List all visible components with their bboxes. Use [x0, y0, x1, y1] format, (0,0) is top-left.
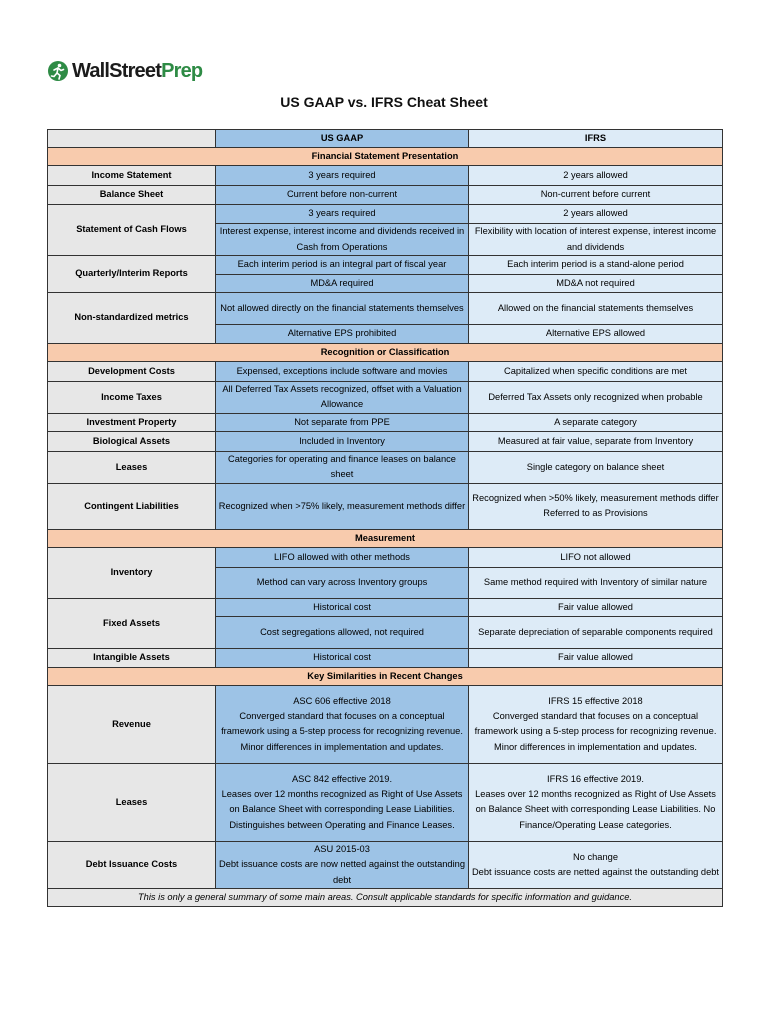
row-label: Debt Issuance Costs	[48, 841, 216, 888]
gaap-cell: Historical cost	[216, 598, 469, 616]
table-row	[48, 648, 723, 667]
ifrs-cell: 2 years allowed	[469, 205, 723, 224]
footer-row	[48, 889, 723, 907]
header-us-gaap: US GAAP	[216, 130, 469, 148]
row-label: Non-standardized metrics	[48, 293, 216, 344]
row-label: Development Costs	[48, 362, 216, 382]
table-header-row	[48, 130, 723, 148]
gaap-cell: MD&A required	[216, 275, 469, 293]
row-label: Revenue	[48, 685, 216, 763]
table-row	[48, 205, 723, 224]
table-row	[48, 413, 723, 431]
ifrs-cell	[469, 763, 723, 841]
gaap-cell: Cost segregations allowed, not required	[216, 616, 469, 648]
ifrs-cell: Single category on balance sheet	[469, 451, 723, 483]
gaap-cell: Interest expense, interest income and dividends received in Cash from Operations	[216, 224, 469, 256]
ifrs-cell	[469, 685, 723, 763]
section-measurement: Measurement	[48, 529, 723, 547]
table-row	[48, 547, 723, 567]
ifrs-cell: Separate depreciation of separable components required	[469, 616, 723, 648]
ifrs-text: Minor differences in implementation and updates.	[494, 741, 697, 752]
section-financial-statement-presentation: Financial Statement Presentation	[48, 148, 723, 166]
gaap-cell: 3 years required	[216, 205, 469, 224]
header-blank-cell	[48, 130, 216, 148]
gaap-text: ASU 2015-03	[314, 843, 370, 854]
header-ifrs: IFRS	[469, 130, 723, 148]
section-key-similarities: Key Similarities in Recent Changes	[48, 667, 723, 685]
table-row	[48, 186, 723, 205]
ifrs-cell: 2 years allowed	[469, 166, 723, 186]
table-row	[48, 841, 723, 888]
row-label: Income Taxes	[48, 382, 216, 414]
row-label: Biological Assets	[48, 431, 216, 451]
ifrs-cell	[469, 841, 723, 888]
gaap-cell	[216, 685, 469, 763]
row-label: Intangible Assets	[48, 648, 216, 667]
ifrs-cell: Alternative EPS allowed	[469, 325, 723, 344]
ifrs-cell: Flexibility with location of interest expense, interest income and dividends	[469, 224, 723, 256]
ifrs-text: Debt issuance costs are netted against the outstanding debt	[471, 866, 720, 877]
ifrs-cell: Non-current before current	[469, 186, 723, 205]
ifrs-cell: Measured at fair value, separate from Inventory	[469, 431, 723, 451]
ifrs-cell	[469, 483, 723, 529]
gaap-cell: All Deferred Tax Assets recognized, offset with a Valuation Allowance	[216, 382, 469, 414]
ifrs-cell: Each interim period is a stand-alone period	[469, 256, 723, 275]
gaap-cell: Included in Inventory	[216, 431, 469, 451]
ifrs-cell: LIFO not allowed	[469, 547, 723, 567]
gaap-text: Converged standard that focuses on a conceptual framework using a 5-step process for recognizing revenue.	[221, 710, 463, 737]
ifrs-text: IFRS 15 effective 2018	[548, 695, 643, 706]
row-label: Contingent Liabilities	[48, 483, 216, 529]
gaap-cell: Alternative EPS prohibited	[216, 325, 469, 344]
section-row	[48, 344, 723, 362]
gaap-cell: Not allowed directly on the financial statements themselves	[216, 293, 469, 325]
row-label: Balance Sheet	[48, 186, 216, 205]
ifrs-text: Recognized when >50% likely, measurement methods differ	[472, 492, 719, 503]
table-row	[48, 166, 723, 186]
page-title: US GAAP vs. IFRS Cheat Sheet	[280, 94, 488, 110]
gaap-cell: LIFO allowed with other methods	[216, 547, 469, 567]
table-row	[48, 763, 723, 841]
ifrs-text: No change	[573, 851, 618, 862]
ifrs-cell: Capitalized when specific conditions are met	[469, 362, 723, 382]
row-label: Inventory	[48, 547, 216, 598]
gaap-cell: Recognized when >75% likely, measurement methods differ	[216, 483, 469, 529]
gaap-cell: Expensed, exceptions include software and movies	[216, 362, 469, 382]
ifrs-text: Leases over 12 months recognized as Right of Use Assets on Balance Sheet with corresponding Lease Liabilities. No Finance/Operating Lease categories.	[475, 788, 716, 830]
row-label: Quarterly/Interim Reports	[48, 256, 216, 293]
comparison-table	[47, 129, 723, 907]
ifrs-text: Converged standard that focuses on a conceptual framework using a 5-step process for recognizing revenue.	[474, 710, 717, 737]
gaap-text: ASC 842 effective 2019.	[291, 773, 393, 784]
table-row	[48, 382, 723, 414]
runner-logo-icon	[48, 61, 68, 81]
section-recognition-or-classification: Recognition or Classification	[48, 344, 723, 362]
section-row	[48, 148, 723, 166]
ifrs-cell: Same method required with Inventory of similar nature	[469, 567, 723, 598]
footer-note: This is only a general summary of some main areas. Consult applicable standards for specific information and guidance.	[48, 889, 723, 907]
ifrs-cell: Fair value allowed	[469, 598, 723, 616]
logo	[48, 58, 202, 84]
table-row	[48, 483, 723, 529]
table-row	[48, 598, 723, 616]
ifrs-text: Referred to as Provisions	[543, 508, 648, 519]
gaap-cell: 3 years required	[216, 166, 469, 186]
table-row	[48, 685, 723, 763]
gaap-text: Leases over 12 months recognized as Right of Use Assets on Balance Sheet with corresponding Lease Liabilities. Distinguishes between Operating and Finance Leases.	[221, 788, 463, 830]
table-row	[48, 431, 723, 451]
ifrs-cell: Fair value allowed	[469, 648, 723, 667]
table-row	[48, 362, 723, 382]
gaap-cell	[216, 763, 469, 841]
gaap-text: Minor differences in implementation and updates.	[240, 741, 444, 752]
ifrs-text: IFRS 16 effective 2019.	[547, 773, 644, 784]
gaap-cell: Not separate from PPE	[216, 413, 469, 431]
table-row	[48, 451, 723, 483]
row-label: Income Statement	[48, 166, 216, 186]
section-row	[48, 529, 723, 547]
row-label: Leases	[48, 763, 216, 841]
gaap-cell: Categories for operating and finance leases on balance sheet	[216, 451, 469, 483]
gaap-cell: Current before non-current	[216, 186, 469, 205]
ifrs-cell: MD&A not required	[469, 275, 723, 293]
gaap-cell: Historical cost	[216, 648, 469, 667]
ifrs-cell: Allowed on the financial statements themselves	[469, 293, 723, 325]
logo-text: WallStreetPrep	[72, 59, 203, 82]
row-label: Statement of Cash Flows	[48, 205, 216, 256]
gaap-cell: Each interim period is an integral part of fiscal year	[216, 256, 469, 275]
row-label: Investment Property	[48, 413, 216, 431]
row-label: Leases	[48, 451, 216, 483]
table-row	[48, 256, 723, 275]
gaap-text: Debt issuance costs are now netted against the outstanding debt	[218, 859, 465, 885]
ifrs-cell: Deferred Tax Assets only recognized when probable	[469, 382, 723, 414]
gaap-text: ASC 606 effective 2018	[293, 695, 391, 706]
gaap-cell	[216, 841, 469, 888]
ifrs-cell: A separate category	[469, 413, 723, 431]
table-row	[48, 293, 723, 325]
gaap-cell: Method can vary across Inventory groups	[216, 567, 469, 598]
row-label: Fixed Assets	[48, 598, 216, 648]
section-row	[48, 667, 723, 685]
